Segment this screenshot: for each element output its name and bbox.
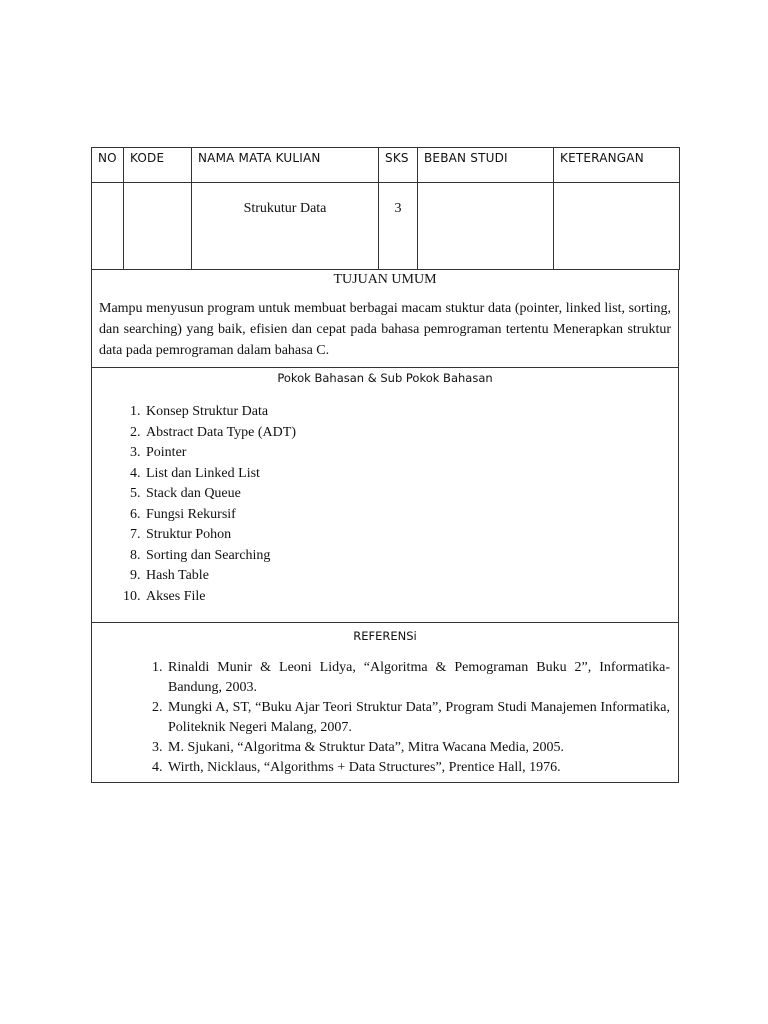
column-header-keterangan: KETERANGAN	[554, 148, 680, 183]
column-header-kode: KODE	[124, 148, 192, 183]
pokok-title: Pokok Bahasan & Sub Pokok Bahasan	[277, 371, 493, 385]
reference-item: 4. Wirth, Nicklaus, “Algorithms + Data Structures”, Prentice Hall, 1976.	[166, 758, 670, 778]
column-header-sks: SKS	[379, 148, 418, 183]
referensi-title: REFERENSi	[353, 629, 417, 643]
list-item: 9. Hash Table	[144, 566, 678, 587]
column-header-nama: NAMA MATA KULIAN	[192, 148, 379, 183]
pokok-section	[91, 368, 679, 623]
cell-sks: 3	[379, 183, 418, 270]
cell-nama: Strukutur Data	[192, 183, 379, 270]
reference-item: 2. Mungki A, ST, “Buku Ajar Teori Struktur Data”, Program Studi Manajemen Informatika, Politeknik Negeri Malang, 2007.	[166, 698, 670, 738]
column-header-no: NO	[92, 148, 124, 183]
reference-item: 3. M. Sjukani, “Algoritma & Struktur Data”, Mitra Wacana Media, 2005.	[166, 738, 670, 758]
cell-beban	[418, 183, 554, 270]
reference-item: 1. Rinaldi Munir & Leoni Lidya, “Algoritma & Pemograman Buku 2”, Informatika-Bandung, 2003.	[166, 658, 670, 698]
list-item: 10. Akses File	[144, 587, 678, 608]
list-item: 2. Abstract Data Type (ADT)	[144, 423, 678, 444]
cell-kode	[124, 183, 192, 270]
list-item: 8. Sorting dan Searching	[144, 546, 678, 567]
cell-no	[92, 183, 124, 270]
referensi-list	[92, 658, 678, 778]
pokok-list	[92, 402, 678, 607]
cell-keterangan	[554, 183, 680, 270]
course-syllabus	[91, 147, 679, 783]
course-row	[92, 183, 680, 270]
list-item: 7. Struktur Pohon	[144, 525, 678, 546]
tujuan-title: TUJUAN UMUM	[333, 272, 437, 287]
tujuan-text: Mampu menyusun program untuk membuat berbagai macam stuktur data (pointer, linked list, sorting, dan searching) yang baik, efisien dan cepat pada bahasa pemrograman tertentu Menerapkan struktur data pada pemrograman dalam bahasa C.	[99, 301, 671, 358]
tujuan-section	[91, 270, 679, 368]
list-item: 4. List dan Linked List	[144, 464, 678, 485]
header-row	[92, 148, 680, 183]
list-item: 6. Fungsi Rekursif	[144, 505, 678, 526]
column-header-beban: BEBAN STUDI	[418, 148, 554, 183]
course-header-table	[91, 147, 680, 270]
list-item: 3. Pointer	[144, 443, 678, 464]
list-item: 5. Stack dan Queue	[144, 484, 678, 505]
referensi-section	[91, 623, 679, 783]
list-item: 1. Konsep Struktur Data	[144, 402, 678, 423]
